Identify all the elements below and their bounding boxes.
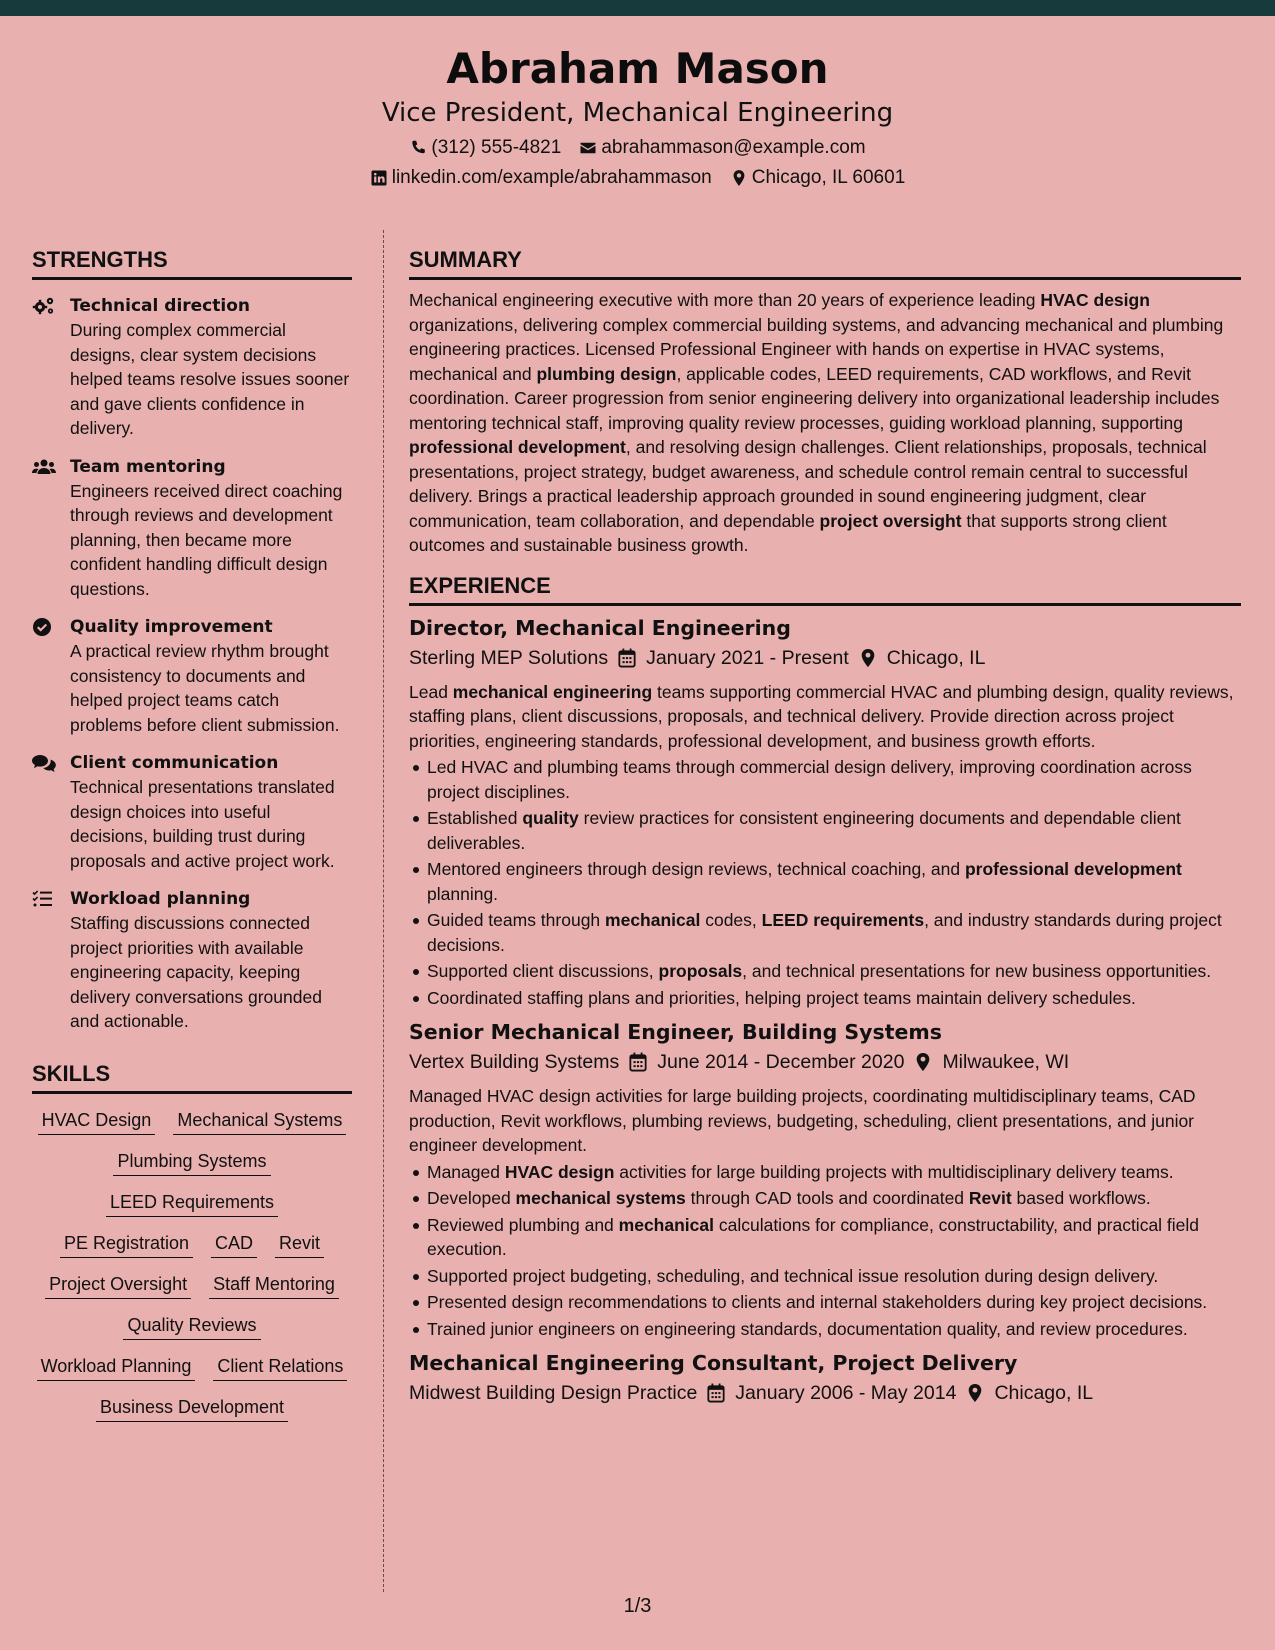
skill-tag: Revit [275, 1231, 324, 1258]
job-bullets [409, 755, 1241, 1010]
job-dates [629, 1048, 904, 1076]
strength-item [32, 294, 352, 441]
map-pin-icon [966, 1383, 984, 1403]
contact-row-1 [0, 136, 1275, 160]
bullet-item [409, 755, 1241, 804]
text-segment: Supported project budgeting, scheduling, and technical issue resolution during design delivery. [427, 1265, 1159, 1286]
text-segment: Developed [427, 1188, 516, 1208]
bullet-item [409, 1317, 1241, 1342]
skill-tag: Plumbing Systems [113, 1149, 270, 1176]
contact-row-2 [0, 166, 1275, 190]
strength-item [32, 751, 352, 873]
map-pin-icon [859, 648, 877, 668]
phone-icon [409, 139, 427, 157]
text-segment: , and technical presentations for new business opportunities. [742, 961, 1212, 981]
gears-icon [32, 296, 56, 316]
bold-keyword: HVAC design [504, 1161, 615, 1182]
company-name: Sterling MEP Solutions [409, 646, 609, 669]
bold-keyword: professional development [409, 437, 626, 457]
skill-row [32, 1395, 352, 1422]
resume-header [0, 16, 1275, 204]
job-title: Mechanical Engineering Consultant, Project Delivery [409, 1351, 1018, 1375]
location-text: Milwaukee, WI [942, 1051, 1070, 1073]
text-segment: based workflows. [1011, 1188, 1151, 1208]
skill-tag: Mechanical Systems [173, 1108, 346, 1135]
bullet-item [409, 1160, 1241, 1185]
skill-row [32, 1313, 352, 1340]
envelope-icon [579, 139, 597, 157]
candidate-name: Abraham Mason [446, 44, 829, 93]
strength-title: Workload planning [70, 889, 251, 909]
strengths-heading: STRENGTHS [32, 246, 352, 280]
text-segment: planning. [427, 883, 499, 904]
bold-keyword: quality [522, 808, 579, 828]
phone-contact [409, 136, 561, 160]
text-segment: Managed [427, 1161, 505, 1182]
text-segment: activities for large building projects with multidisciplinary delivery teams. [614, 1161, 1174, 1182]
skill-row [32, 1231, 352, 1258]
page-number: 1/3 [623, 1595, 652, 1617]
skill-row [32, 1190, 352, 1217]
skills-heading: SKILLS [32, 1060, 352, 1094]
text-segment: Established [427, 808, 523, 828]
text-segment: Lead [409, 681, 453, 702]
location-text: Chicago, IL [886, 646, 986, 669]
text-segment: review practices for consistent engineering documents and dependable client deliverables. [427, 808, 1181, 853]
strength-item [32, 887, 352, 1034]
text-segment: , and industry standards during project decisions. [427, 910, 1222, 955]
map-pin-icon [730, 169, 748, 187]
job-entry [409, 614, 1241, 1011]
job-title: Director, Mechanical Engineering [409, 615, 791, 640]
bold-keyword: proposals [658, 961, 743, 981]
skill-tag: HVAC Design [38, 1108, 156, 1135]
text-segment: Presented design recommendations to clients and internal stakeholders during key project decisions. [427, 1292, 1208, 1312]
skill-tag: Project Oversight [45, 1272, 191, 1299]
text-segment: organizations, delivering complex commercial building systems, and advancing mechanical and plumbing engineering practices. Licensed Professional Engineer with hands on expertise in HVAC systems, mechanical and [409, 314, 1224, 384]
bold-keyword: plumbing design [536, 363, 677, 384]
skill-row [32, 1108, 352, 1135]
bold-keyword: project oversight [819, 510, 962, 531]
linkedin-contact[interactable] [370, 166, 712, 190]
job-location [914, 1048, 1069, 1076]
strength-title: Technical direction [70, 296, 250, 316]
text-segment: that supports strong client outcomes and sustainable business growth. [409, 510, 1167, 555]
text-segment: through CAD tools and coordinated [685, 1188, 969, 1208]
bullet-item [409, 1186, 1241, 1211]
experience-list [409, 614, 1241, 1408]
calendar-icon [618, 648, 636, 668]
skill-row [32, 1354, 352, 1381]
summary-heading: SUMMARY [409, 246, 1241, 280]
map-pin-icon [914, 1052, 932, 1072]
text-segment: , and resolving design challenges. Client relationships, proposals, technical presentations, project strategy, budget awareness, and schedule control remain central to successful delivery. Brings a practical leadership approach grounded in sound engineering judgment, clear communication, team collaboration, and dependable [409, 437, 1207, 531]
job-entry [409, 1349, 1241, 1407]
left-column [32, 246, 352, 1422]
job-bullets [409, 1160, 1241, 1342]
bullet-item [409, 1290, 1241, 1315]
bullet-item [409, 986, 1241, 1011]
bullet-item [409, 908, 1241, 957]
strength-title: Quality improvement [70, 617, 273, 637]
skill-tag: PE Registration [60, 1231, 193, 1258]
text-segment: teams supporting commercial HVAC and plumbing design, quality reviews, staffing plans, client discussions, proposals, and technical delivery. Provide direction across project priorities, engineering standards, professional development, and business growth efforts. [409, 681, 1234, 751]
strength-item [32, 455, 352, 602]
check-circle-icon [32, 617, 56, 637]
skill-tag: Quality Reviews [123, 1313, 260, 1340]
job-intro [409, 1084, 1241, 1158]
strength-description: During complex commercial designs, clear system decisions helped teams resolve issues sooner and gave clients confidence in delivery. [70, 320, 350, 438]
job-entry [409, 1018, 1241, 1341]
bullet-item [409, 959, 1241, 984]
skill-tag: LEED Requirements [106, 1190, 278, 1217]
text-segment: Managed HVAC design activities for large building projects, coordinating multidisciplinary teams, CAD production, Revit workflows, plumbing reviews, budgeting, scheduling, client presentations, and junior engineer development. [409, 1086, 1196, 1155]
summary-text [409, 288, 1241, 558]
calendar-icon [707, 1383, 725, 1403]
job-dates [618, 644, 849, 672]
job-location [859, 644, 986, 672]
skill-tag: CAD [211, 1231, 257, 1258]
bold-keyword: LEED requirements [761, 910, 925, 930]
location-contact [730, 166, 906, 190]
text-segment: Led HVAC and plumbing teams through commercial design delivery, improving coordination across project disciplines. [427, 757, 1192, 802]
top-accent-bar [0, 0, 1275, 16]
text-segment: Supported client discussions, [427, 961, 659, 981]
right-column [409, 246, 1241, 1407]
job-intro [409, 680, 1241, 754]
phone-text: (312) 555-4821 [431, 137, 562, 158]
text-segment: Reviewed plumbing and [427, 1214, 619, 1235]
users-icon [32, 457, 56, 477]
strengths-list [32, 294, 352, 1034]
strength-description: Technical presentations translated design choices into useful decisions, building trust during proposals and active project work. [70, 777, 335, 871]
skill-tag: Client Relations [213, 1354, 347, 1381]
skill-tag: Staff Mentoring [209, 1272, 339, 1299]
dates-text: June 2014 - December 2020 [657, 1051, 905, 1073]
experience-heading: EXPERIENCE [409, 572, 1241, 606]
bold-keyword: mechanical systems [515, 1188, 686, 1208]
strength-title: Team mentoring [70, 456, 226, 477]
job-location [966, 1379, 1093, 1407]
candidate-title: Vice President, Mechanical Engineering [381, 98, 894, 128]
strength-description: Staffing discussions connected project priorities with available engineering capacity, keeping delivery conversations grounded and actionable. [70, 913, 322, 1031]
strength-description: Engineers received direct coaching through reviews and development planning, then became more confident handling difficult design questions. [70, 480, 343, 599]
list-check-icon [32, 889, 56, 909]
job-dates [707, 1379, 956, 1407]
location-text: Chicago, IL [994, 1382, 1094, 1404]
bold-keyword: HVAC design [1040, 290, 1150, 310]
text-segment: Guided teams through [427, 910, 606, 930]
text-segment: Coordinated staffing plans and priorities, helping project teams maintain delivery schedules. [427, 987, 1136, 1008]
email-contact[interactable] [579, 136, 865, 160]
bold-keyword: mechanical [618, 1214, 714, 1235]
strength-description: A practical review rhythm brought consistency to documents and helped project teams catch problems before client submission. [70, 641, 340, 735]
text-segment: Trained junior engineers on engineering standards, documentation quality, and review procedures. [427, 1318, 1188, 1339]
bullet-item [409, 806, 1241, 855]
job-meta [409, 644, 1241, 672]
email-text[interactable]: abrahammason@example.com [601, 137, 866, 158]
bold-keyword: mechanical engineering [452, 681, 653, 702]
text-segment: , applicable codes, LEED requirements, CAD workflows, and Revit coordination. Career progression from senior engineering delivery into organizational leadership includes mentoring technical staff, improving quality review processes, guiding workload planning, supporting [409, 363, 1220, 433]
skills-list [32, 1108, 352, 1422]
company-name: Midwest Building Design Practice [409, 1382, 698, 1404]
bold-keyword: professional development [964, 859, 1182, 879]
linkedin-icon [370, 169, 388, 187]
job-meta [409, 1048, 1241, 1076]
job-title: Senior Mechanical Engineer, Building Systems [409, 1020, 942, 1044]
skill-tag: Workload Planning [37, 1354, 196, 1381]
dates-text: January 2021 - Present [646, 646, 849, 669]
company-name: Vertex Building Systems [409, 1051, 620, 1073]
skill-tag: Business Development [96, 1395, 288, 1422]
linkedin-text[interactable]: linkedin.com/example/abrahammason [391, 167, 712, 188]
job-meta [409, 1379, 1241, 1407]
dates-text: January 2006 - May 2014 [735, 1382, 957, 1404]
bullet-item [409, 1213, 1241, 1262]
location-text: Chicago, IL 60601 [751, 167, 906, 188]
skill-row [32, 1272, 352, 1299]
strength-title: Client communication [70, 753, 279, 773]
bullet-item [409, 857, 1241, 906]
text-segment: Mentored engineers through design reviews, technical coaching, and [427, 859, 965, 879]
bold-keyword: mechanical [605, 910, 701, 930]
comments-icon [32, 753, 56, 773]
column-divider [383, 230, 384, 1592]
bullet-item [409, 1264, 1241, 1289]
bold-keyword: Revit [968, 1188, 1012, 1208]
text-segment: codes, [700, 910, 762, 930]
strength-item [32, 615, 352, 737]
text-segment: calculations for compliance, constructability, and practical field execution. [427, 1214, 1200, 1259]
calendar-icon [629, 1052, 647, 1072]
text-segment: Mechanical engineering executive with more than 20 years of experience leading [409, 290, 1041, 310]
skill-row [32, 1149, 352, 1176]
